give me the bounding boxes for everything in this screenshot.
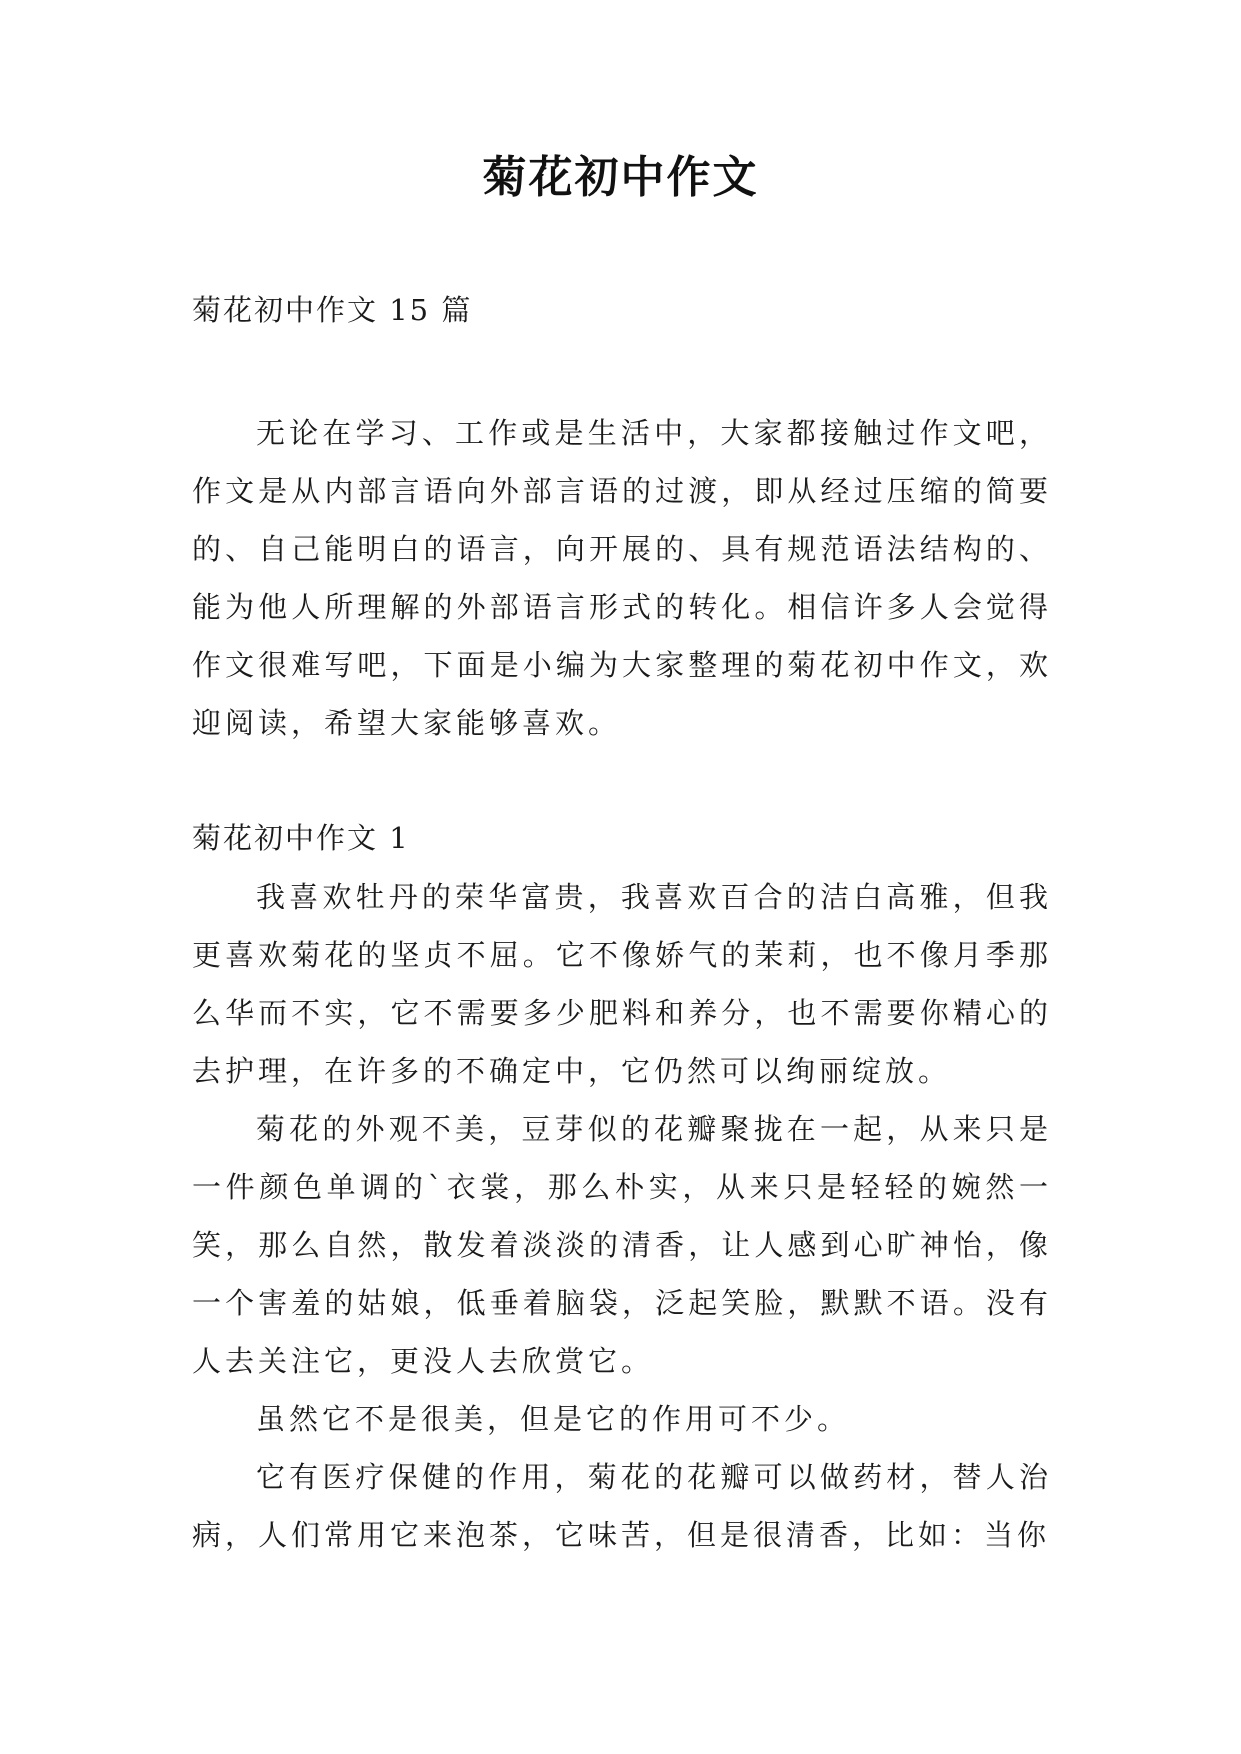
body-paragraph: 虽然它不是很美，但是它的作用可不少。	[256, 1402, 851, 1436]
body-paragraph: 我喜欢牡丹的荣华富贵，我喜欢百合的洁白高雅，但我更喜欢菊花的坚贞不屈。它不像娇气的茉莉，也不像月季那么华而不实，它不需要多少肥料和养分，也不需要你精心的去护理，在许多的不确定中，它仍然可以绚丽绽放。	[192, 880, 1052, 1088]
body-paragraph: 菊花的外观不美，豆芽似的花瓣聚拢在一起，从来只是一件颜色单调的`衣裳，那么朴实，从来只是轻轻的婉然一笑，那么自然，散发着淡淡的清香，让人感到心旷神怡，像一个害羞的姑娘，低垂着脑袋，泛起笑脸，默默不语。没有人去关注它，更没人去欣赏它。	[192, 1112, 1052, 1378]
document-title: 菊花初中作文	[482, 152, 759, 203]
section-heading: 菊花初中作文 1	[192, 821, 410, 855]
body-paragraph: 它有医疗保健的作用，菊花的花瓣可以做药材，替人治病，人们常用它来泡茶，它味苦，但是很清香，比如：当你	[192, 1460, 1052, 1552]
intro-paragraph: 无论在学习、工作或是生活中，大家都接触过作文吧，作文是从内部言语向外部言语的过渡，即从经过压缩的简要的、自己能明白的语言，向开展的、具有规范语法结构的、能为他人所理解的外部语言形式的转化。相信许多人会觉得作文很难写吧，下面是小编为大家整理的菊花初中作文，欢迎阅读，希望大家能够喜欢。	[192, 416, 1052, 740]
document-subtitle: 菊花初中作文 15 篇	[192, 293, 473, 327]
